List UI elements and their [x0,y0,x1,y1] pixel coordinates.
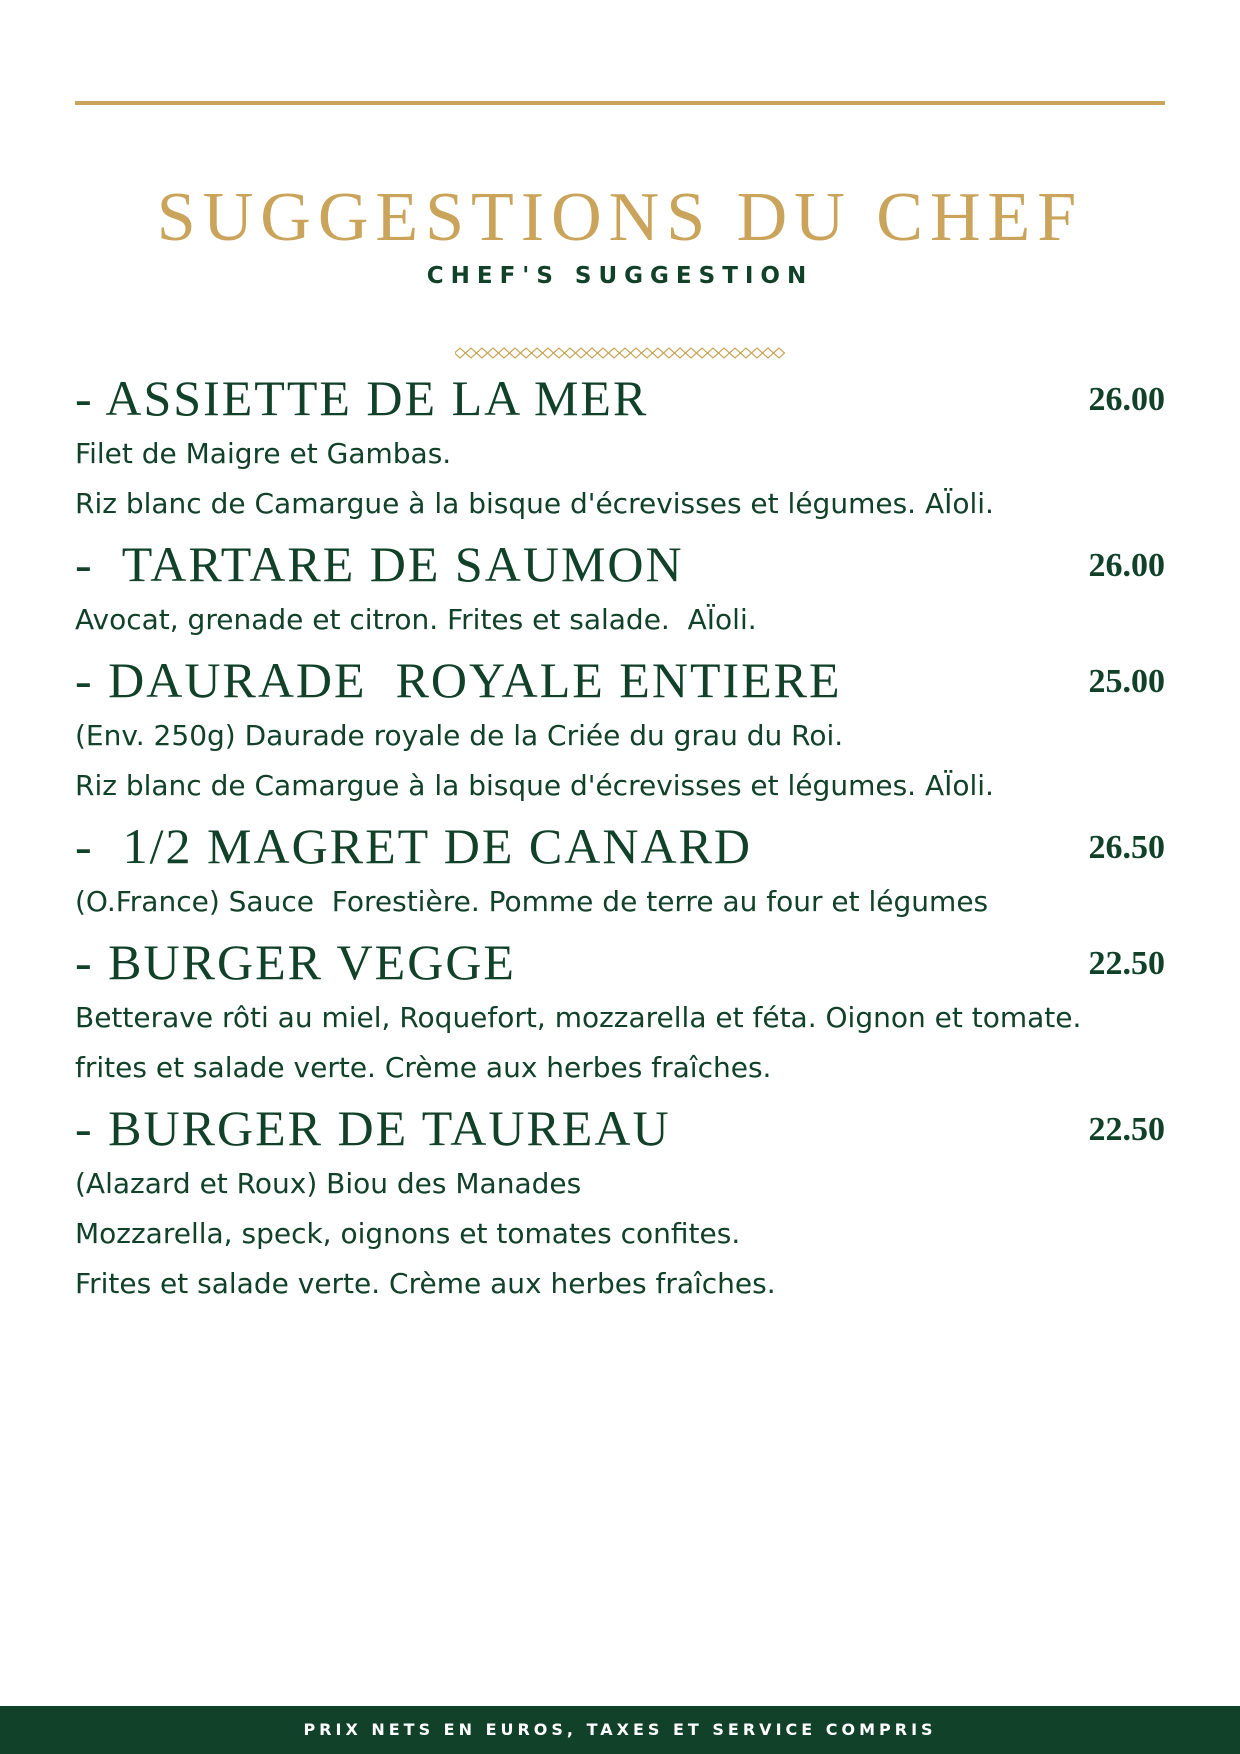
menu-item-description: (O.France) Sauce Forestière. Pomme de terre au four et légumes [75,885,989,918]
ornament-diamond [686,348,697,358]
menu-item-description: Betterave rôti au miel, Roquefort, mozzarella et féta. Oignon et tomate. [75,1001,1082,1034]
menu-item-name: - BURGER VEGGE [75,934,516,990]
menu-item-name: - 1/2 MAGRET DE CANARD [75,818,753,874]
menu-item-description: frites et salade verte. Crème aux herbes fraîches. [75,1051,772,1084]
ornament-diamond [697,348,708,358]
ornament-diamond [664,348,675,358]
menu-item [75,533,1165,645]
ornament-diamond [510,348,521,358]
ornament-diamond [455,348,466,358]
menu-item-price: 25.00 [1088,663,1165,700]
menu-item-price: 26.50 [1088,829,1165,866]
ornament-diamond [532,348,543,358]
ornament-diamond [477,348,488,358]
menu-item-name: - TARTARE DE SAUMON [75,536,684,592]
menu-item [75,815,1165,927]
menu-item-name: - ASSIETTE DE LA MER [75,370,649,426]
menu-item-description: Riz blanc de Camargue à la bisque d'écrevisses et légumes. AÏoli. [75,769,994,802]
footer-banner: PRIX NETS EN EUROS, TAXES ET SERVICE COMPRIS [0,1706,1240,1754]
page-subtitle: CHEF'S SUGGESTION [426,263,814,289]
menu-item-name: - DAURADE ROYALE ENTIERE [75,652,842,708]
menu-item-description: Avocat, grenade et citron. Frites et salade. AÏoli. [75,603,757,636]
menu-item-price: 26.00 [1088,381,1165,418]
ornament-diamond [466,348,477,358]
ornament-diamond [675,348,686,358]
ornament-diamond [752,348,763,358]
ornament-diamond [554,348,565,358]
ornament-diamond [620,348,631,358]
menu-item [75,931,1165,1093]
menu-item-price: 22.50 [1088,1111,1165,1148]
menu-list [75,367,1165,1309]
ornament-diamond [587,348,598,358]
ornament-diamond [741,348,752,358]
ornament-diamond [719,348,730,358]
menu-item-price: 26.00 [1088,547,1165,584]
diamond-ornament-divider [455,347,786,359]
menu-item-description: Filet de Maigre et Gambas. [75,437,452,470]
ornament-diamond [774,348,785,358]
ornament-diamond [653,348,664,358]
ornament-diamond [499,348,510,358]
menu-item-description: (Env. 250g) Daurade royale de la Criée du grau du Roi. [75,719,844,752]
ornament-diamond [708,348,719,358]
ornament-diamond [488,348,499,358]
ornament-diamond [763,348,774,358]
menu-item-description: Riz blanc de Camargue à la bisque d'écrevisses et légumes. AÏoli. [75,487,994,520]
menu-item-description: Mozzarella, speck, oignons et tomates confites. [75,1217,741,1250]
ornament-diamond [565,348,576,358]
menu-item-name: - BURGER DE TAUREAU [75,1100,671,1156]
ornament-diamond [609,348,620,358]
menu-item [75,649,1165,811]
page-title: SUGGESTIONS DU CHEF [156,179,1084,256]
ornament-diamond [598,348,609,358]
menu-item-description: (Alazard et Roux) Biou des Manades [75,1167,582,1200]
menu-item-description: Frites et salade verte. Crème aux herbes fraîches. [75,1267,776,1300]
top-gold-rule [75,101,1165,105]
ornament-diamond [631,348,642,358]
ornament-diamond [576,348,587,358]
menu-item-price: 22.50 [1088,945,1165,982]
menu-item [75,1097,1165,1309]
ornament-diamond [543,348,554,358]
ornament-diamond [521,348,532,358]
ornament-diamond [730,348,741,358]
ornament-diamond [642,348,653,358]
menu-item [75,367,1165,529]
